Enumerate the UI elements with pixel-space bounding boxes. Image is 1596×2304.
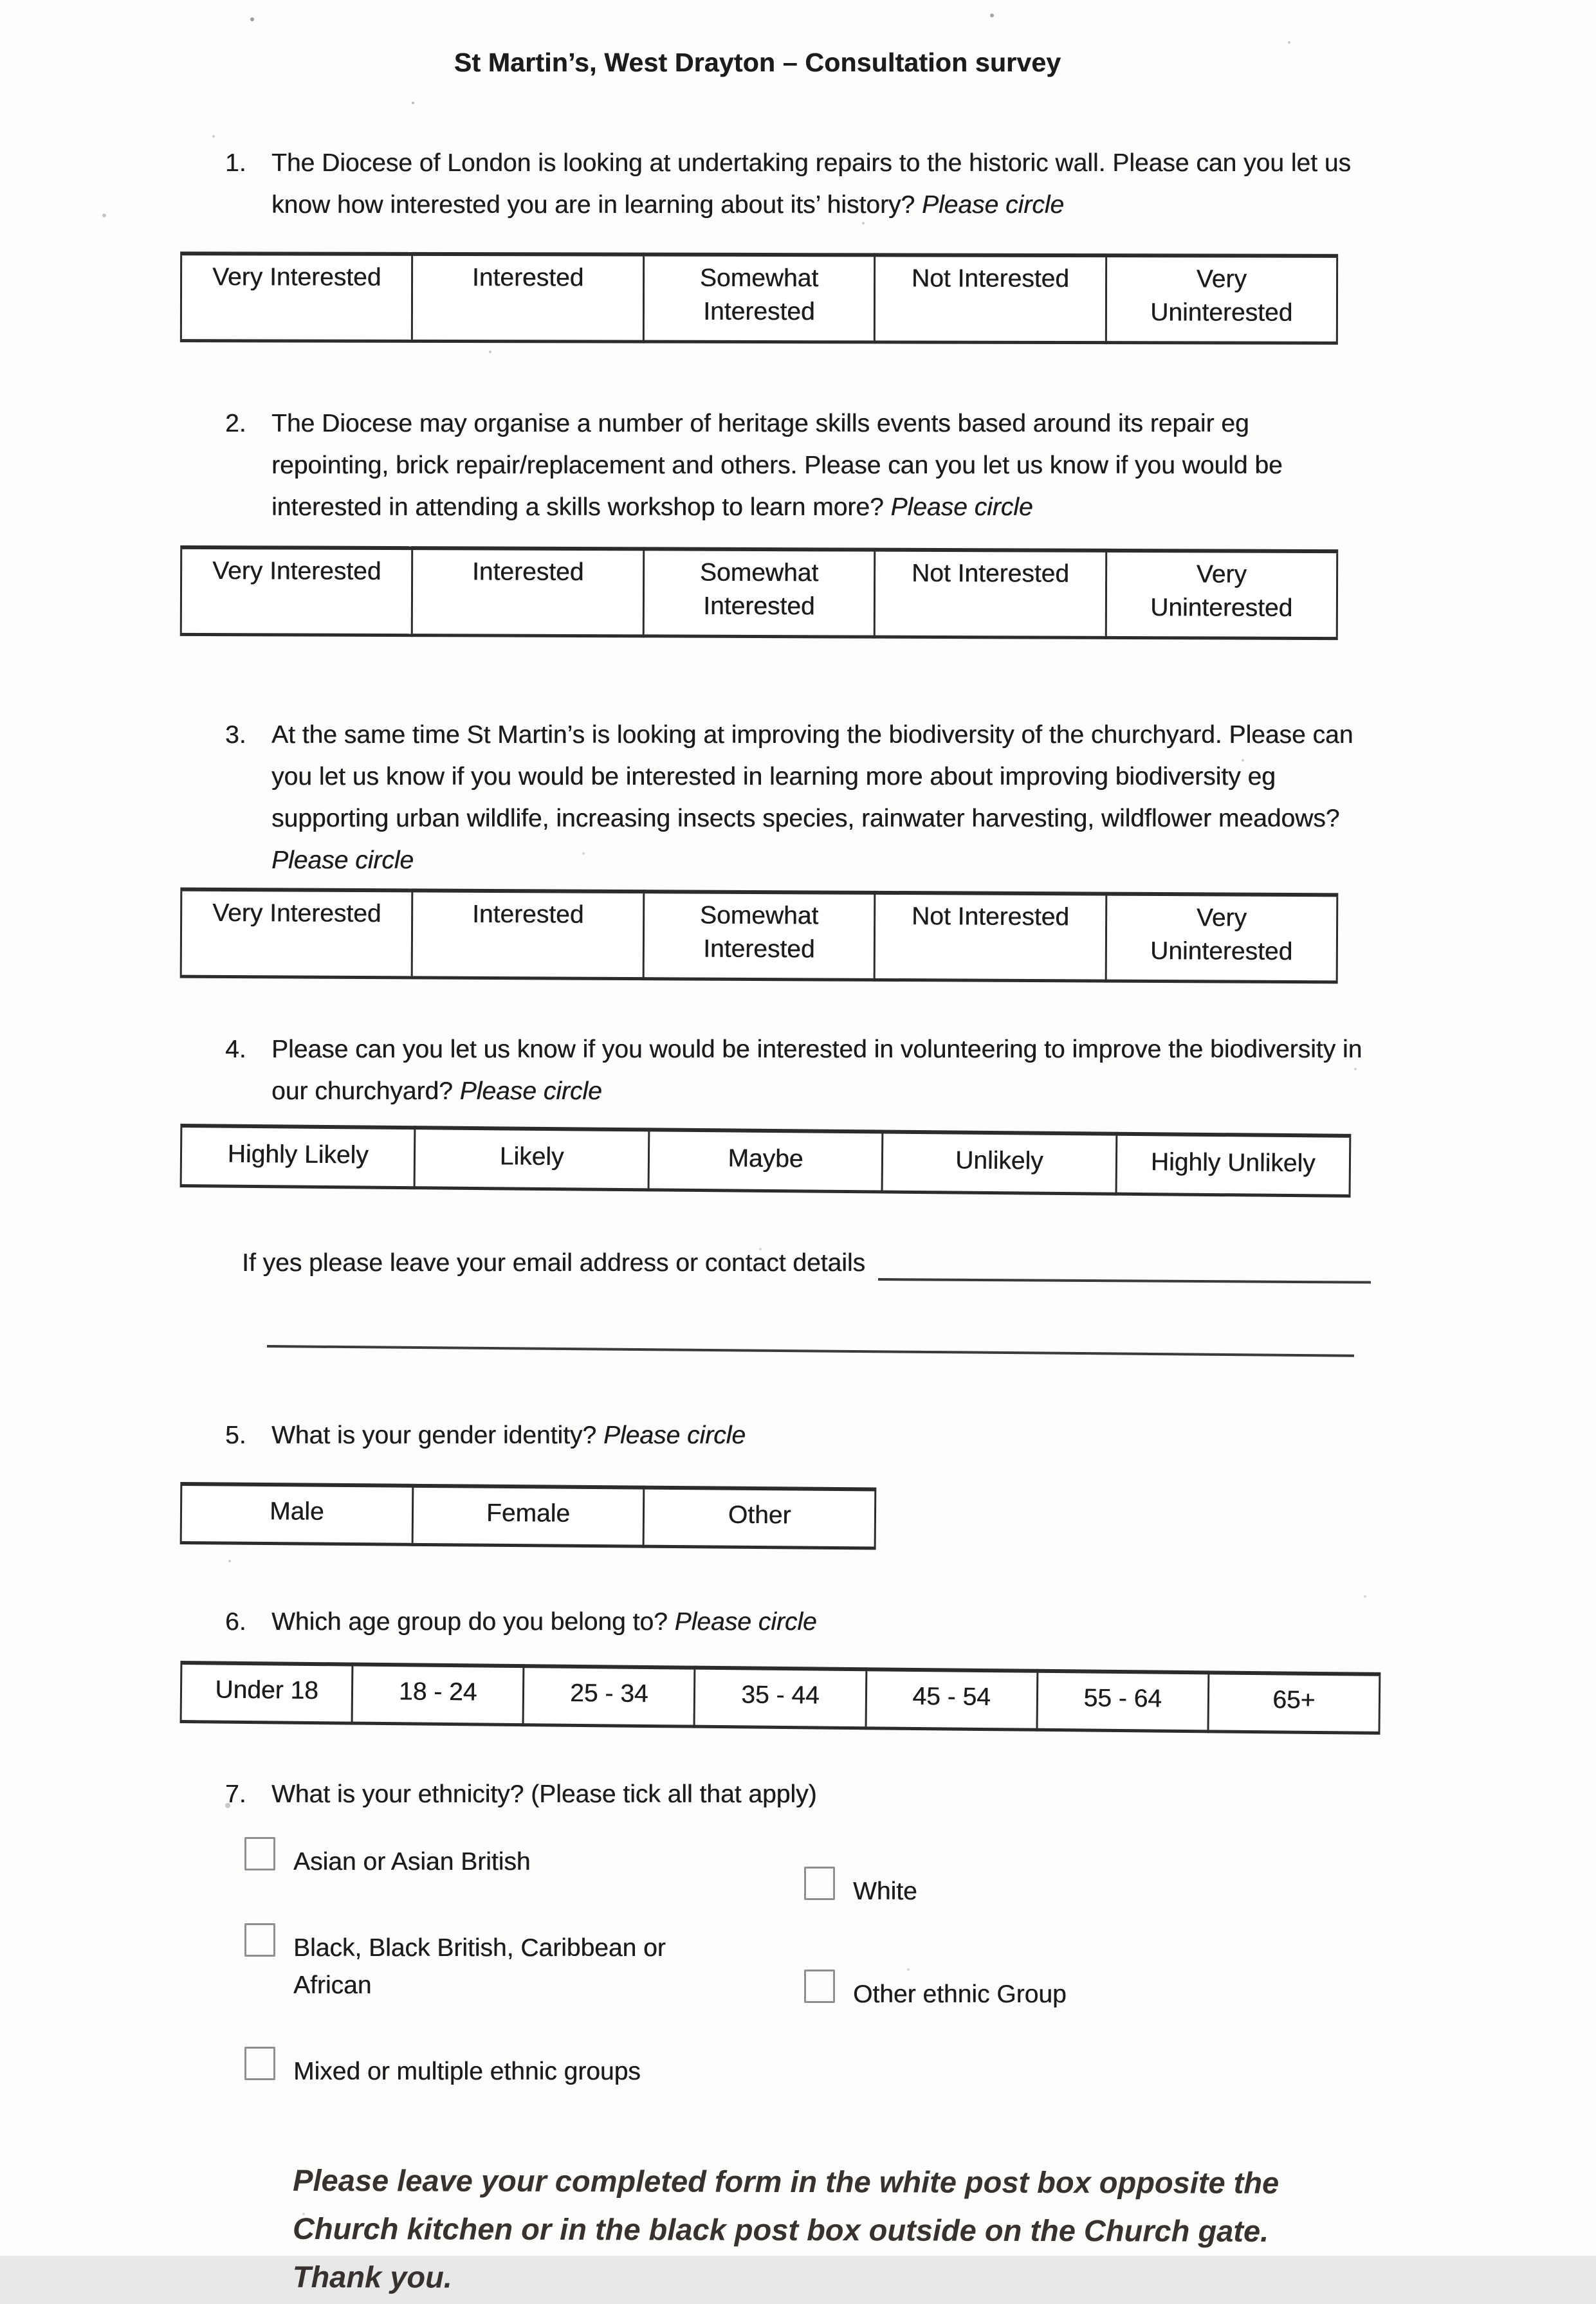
question-6-number: 6.: [225, 1608, 246, 1636]
question-2: [180, 403, 1371, 528]
question-2-body: The Diocese may organise a number of heritage skills events based around its repair eg repointing, brick repair/replacement and others. Please can you let us know if you would be interested in attending a skills workshop to learn more?: [271, 410, 1283, 522]
option-cell[interactable]: Very Interested: [181, 254, 412, 342]
ethnicity-option-label: Asian or Asian British: [293, 1848, 531, 1876]
question-1: [180, 142, 1371, 226]
question-2-text: [271, 403, 1365, 528]
option-cell[interactable]: 65+: [1208, 1673, 1380, 1733]
question-5-number: 5.: [225, 1422, 246, 1450]
ethnicity-option-label: Mixed or multiple ethnic groups: [293, 2058, 641, 2086]
contact-details-input[interactable]: [878, 1248, 1371, 1284]
q1-options-table: [180, 252, 1338, 345]
question-6: [180, 1601, 1371, 1643]
ethnicity-option-label: Other ethnic Group: [853, 1980, 1067, 2009]
option-cell[interactable]: Interested: [412, 549, 644, 637]
checkbox-unchecked-icon[interactable]: [244, 1837, 275, 1870]
question-1-number: 1.: [225, 149, 246, 178]
option-cell[interactable]: Other: [643, 1488, 875, 1548]
question-7-body: What is your ethnicity? (Please tick all that apply): [271, 1780, 817, 1809]
please-circle-hint: Please circle: [271, 846, 414, 875]
question-5: [180, 1414, 1371, 1456]
question-4-body: Please can you let us know if you would be interested in volunteering to improve the biodiversity in our churchyard?: [271, 1036, 1362, 1106]
option-cell[interactable]: Under 18: [181, 1663, 353, 1723]
option-cell[interactable]: Very Interested: [181, 547, 412, 635]
ethnicity-option[interactable]: [244, 2044, 804, 2090]
contact-details-prompt: If yes please leave your email address or contact details: [242, 1249, 866, 1277]
option-cell[interactable]: Somewhat Interested: [643, 892, 875, 980]
contact-details-input-line2[interactable]: [267, 1345, 1354, 1357]
question-6-text: [271, 1601, 817, 1643]
ethnicity-options: [180, 1834, 1371, 2090]
question-6-body: Which age group do you belong to?: [271, 1608, 675, 1636]
ethnicity-option[interactable]: [244, 1921, 804, 2004]
checkbox-unchecked-icon[interactable]: [244, 2047, 275, 2080]
q4-options-table: [180, 1124, 1352, 1198]
question-1-text: [271, 142, 1365, 226]
option-cell[interactable]: Highly Unlikely: [1116, 1134, 1350, 1196]
option-cell[interactable]: Not Interested: [875, 255, 1106, 343]
option-cell[interactable]: Male: [181, 1484, 412, 1544]
question-7-number: 7.: [225, 1780, 246, 1809]
ethnicity-column-left: [244, 1834, 804, 2090]
q3-options-table: [180, 888, 1339, 984]
ethnicity-option[interactable]: [244, 1834, 804, 1881]
question-5-body: What is your gender identity?: [271, 1422, 603, 1450]
please-circle-hint: Please circle: [674, 1608, 817, 1636]
ethnicity-option-label: White: [853, 1878, 917, 1906]
ethnicity-option-label: Black, Black British, Caribbean or African: [293, 1934, 666, 2000]
option-cell[interactable]: Not Interested: [874, 893, 1106, 981]
q6-options-table: [180, 1661, 1381, 1735]
question-1-body: The Diocese of London is looking at undertaking repairs to the historic wall. Please can you let us know how interested you are in learning about its’ history?: [271, 149, 1351, 219]
option-cell[interactable]: Somewhat Interested: [643, 549, 875, 637]
ethnicity-column-right: [804, 1864, 1067, 2090]
option-cell[interactable]: 25 - 34: [523, 1667, 695, 1727]
page-title: St Martin’s, West Drayton – Consultation survey: [454, 48, 1061, 78]
please-circle-hint: Please circle: [459, 1077, 602, 1106]
checkbox-unchecked-icon[interactable]: [804, 1867, 835, 1900]
footer-note: Please leave your completed form in the white post box opposite the Church kitchen or in the black post box outside on the Church gate. Thank you.: [292, 2163, 1280, 2295]
q2-options-table: [180, 545, 1338, 640]
please-circle-hint: Please circle: [603, 1422, 746, 1450]
question-5-text: [271, 1414, 746, 1456]
option-cell[interactable]: Very Interested: [181, 890, 412, 978]
option-cell[interactable]: Very Uninterested: [1106, 894, 1337, 982]
checkbox-unchecked-icon[interactable]: [804, 1970, 835, 2003]
option-cell[interactable]: 55 - 64: [1037, 1671, 1209, 1732]
option-cell[interactable]: Maybe: [648, 1130, 883, 1193]
q5-options-table: [180, 1482, 877, 1550]
option-cell[interactable]: Interested: [412, 254, 644, 342]
table-row: [181, 1126, 1350, 1196]
question-7-text: [271, 1773, 817, 1815]
question-2-number: 2.: [225, 410, 246, 438]
question-7: [180, 1773, 1371, 1815]
option-cell[interactable]: Unlikely: [882, 1132, 1116, 1194]
question-3-body: At the same time St Martin’s is looking at improving the biodiversity of the churchyard. Please can you let us know if you would be interested in learning more about improving biodiversity eg supporting urban wildlife, increasing insects species, rainwater harvesting, wildflower meadows?: [271, 721, 1353, 833]
question-3-text: [271, 714, 1365, 881]
option-cell[interactable]: 18 - 24: [352, 1665, 524, 1725]
question-4-text: [271, 1029, 1365, 1112]
question-3-number: 3.: [225, 721, 246, 749]
option-cell[interactable]: 45 - 54: [866, 1670, 1038, 1730]
ethnicity-option[interactable]: [804, 1967, 1067, 2013]
option-cell[interactable]: Very Uninterested: [1106, 256, 1337, 343]
please-circle-hint: Please circle: [921, 191, 1065, 219]
table-row: [181, 890, 1337, 982]
option-cell[interactable]: Interested: [412, 891, 644, 979]
option-cell[interactable]: Likely: [414, 1128, 648, 1191]
scan-noise-speckles: [0, 0, 3, 3]
table-row: [181, 547, 1337, 639]
table-row: [181, 1484, 876, 1548]
table-row: [181, 254, 1337, 343]
question-3: [180, 714, 1371, 881]
checkbox-unchecked-icon[interactable]: [244, 1923, 275, 1957]
option-cell[interactable]: 35 - 44: [694, 1668, 866, 1728]
option-cell[interactable]: Highly Likely: [181, 1126, 415, 1188]
question-4: [180, 1029, 1371, 1112]
option-cell[interactable]: Female: [412, 1486, 644, 1546]
contact-details-line: [180, 1245, 1371, 1281]
please-circle-hint: Please circle: [890, 493, 1033, 522]
ethnicity-option[interactable]: [804, 1864, 1067, 1910]
option-cell[interactable]: Somewhat Interested: [643, 255, 875, 342]
option-cell[interactable]: Not Interested: [874, 550, 1106, 638]
option-cell[interactable]: Very Uninterested: [1106, 551, 1337, 639]
question-4-number: 4.: [225, 1036, 246, 1064]
table-row: [181, 1663, 1380, 1733]
